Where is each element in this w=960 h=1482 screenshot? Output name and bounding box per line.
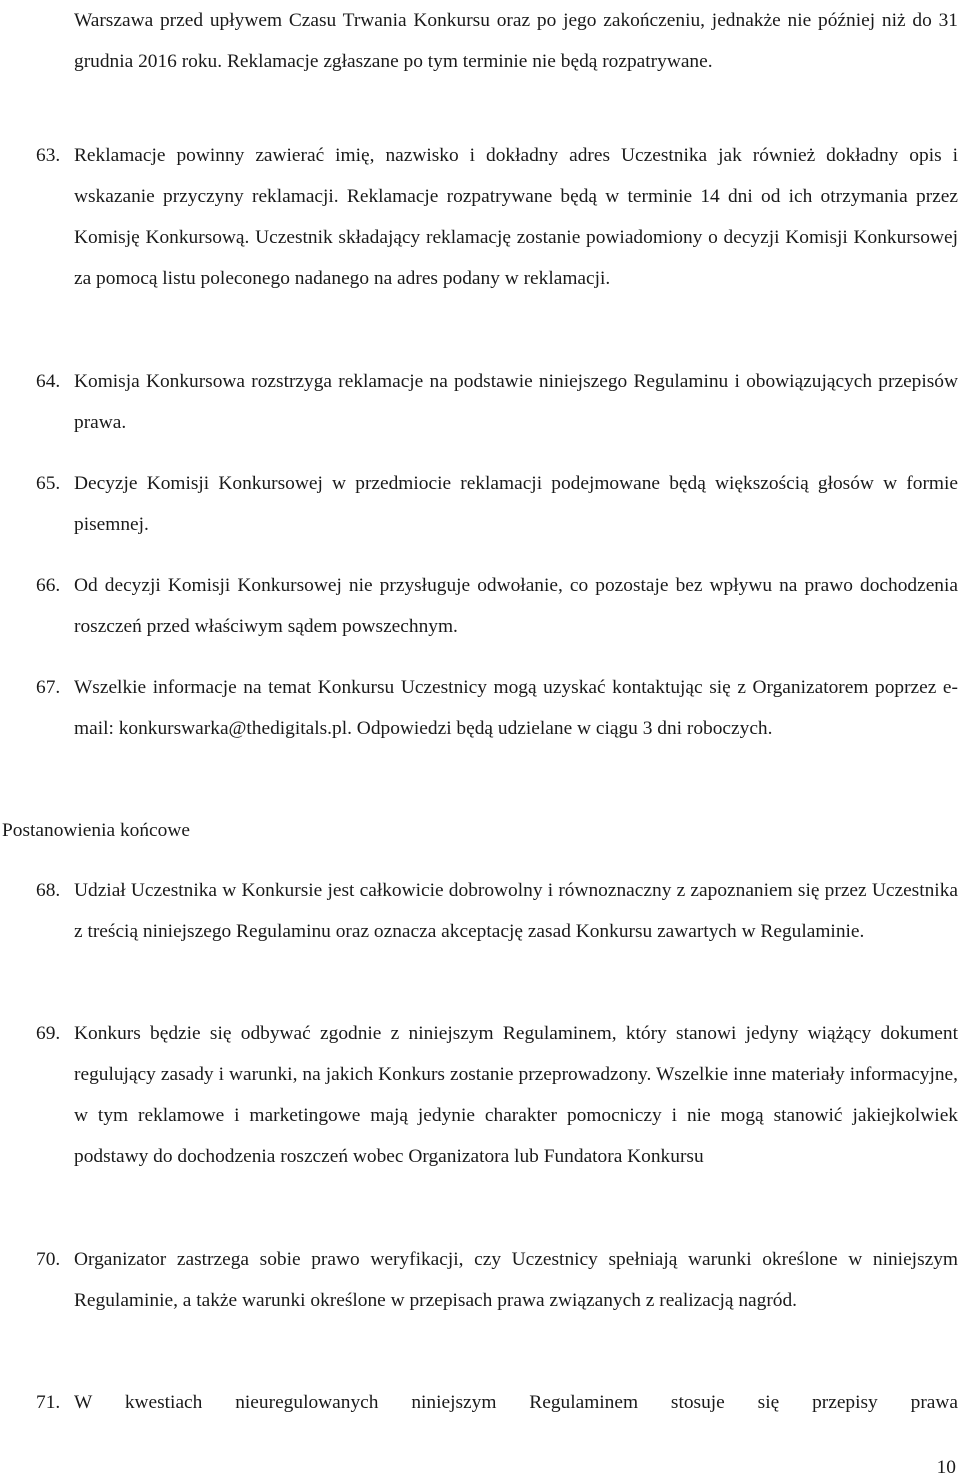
clause-number: 64. bbox=[36, 371, 61, 392]
clause-number: 67. bbox=[36, 677, 61, 698]
section-heading: Postanowienia końcowe bbox=[2, 820, 190, 841]
clause-71 bbox=[36, 1382, 958, 1423]
clause-64 bbox=[36, 361, 958, 443]
clause-67 bbox=[36, 667, 958, 749]
clause-66 bbox=[36, 565, 958, 647]
clause-68 bbox=[36, 870, 958, 952]
clause-text: Organizator zastrzega sobie prawo weryfikacji, czy Uczestnicy spełniają warunki określone w niniejszym Regulaminie, a także warunki określone w przepisach prawa związanych z realizacją nagród. bbox=[74, 1249, 958, 1311]
clause-63 bbox=[36, 135, 958, 299]
clause-number: 68. bbox=[36, 880, 61, 901]
clause-number: 70. bbox=[36, 1249, 61, 1270]
clause-text: Reklamacje powinny zawierać imię, nazwisko i dokładny adres Uczestnika jak również dokładny opis i wskazanie przyczyny reklamacji. Reklamacje rozpatrywane będą w terminie 14 dni od ich otrzymania przez Komisję Konkursową. Uczestnik składający reklamację zostanie powiadomiony o decyzji Komisji Konkursowej za pomocą listu poleconego nadanego na adres podany w reklamacji. bbox=[74, 145, 958, 289]
clause-number: 66. bbox=[36, 575, 61, 596]
clause-text: Od decyzji Komisji Konkursowej nie przysługuje odwołanie, co pozostaje bez wpływu na prawo dochodzenia roszczeń przed właściwym sądem powszechnym. bbox=[74, 575, 958, 637]
intro-paragraph: Warszawa przed upływem Czasu Trwania Konkursu oraz po jego zakończeniu, jednakże nie później niż do 31 grudnia 2016 roku. Reklamacje zgłaszane po tym terminie nie będą rozpatrywane. bbox=[74, 10, 958, 72]
clause-number: 71. bbox=[36, 1392, 61, 1413]
clause-text: W kwestiach nieuregulowanych niniejszym Regulaminem stosuje się przepisy prawa bbox=[74, 1392, 958, 1413]
clause-number: 63. bbox=[36, 145, 61, 166]
clause-65 bbox=[36, 463, 958, 545]
clause-text: Komisja Konkursowa rozstrzyga reklamacje na podstawie niniejszego Regulaminu i obowiązujących przepisów prawa. bbox=[74, 371, 958, 433]
clause-text: Udział Uczestnika w Konkursie jest całkowicie dobrowolny i równoznaczny z zapoznaniem się przez Uczestnika z treścią niniejszego Regulaminu oraz oznacza akceptację zasad Konkursu zawartych w Regulaminie. bbox=[74, 880, 958, 942]
page-number: 10 bbox=[936, 1457, 956, 1478]
clause-number: 69. bbox=[36, 1023, 61, 1044]
clause-text: Wszelkie informacje na temat Konkursu Uczestnicy mogą uzyskać kontaktując się z Organizatorem poprzez e-mail: konkurswarka@thedigitals.pl. Odpowiedzi będą udzielane w ciągu 3 dni roboczych. bbox=[74, 677, 958, 739]
clause-69 bbox=[36, 1013, 958, 1177]
clause-number: 65. bbox=[36, 473, 61, 494]
clause-text: Konkurs będzie się odbywać zgodnie z niniejszym Regulaminem, który stanowi jedyny wiążący dokument regulujący zasady i warunki, na jakich Konkurs zostanie przeprowadzony. Wszelkie inne materiały informacyjne, w tym reklamowe i marketingowe mają jedynie charakter pomocniczy i nie mogą stanowić jakiejkolwiek podstawy do dochodzenia roszczeń wobec Organizatora lub Fundatora Konkursu bbox=[74, 1023, 958, 1167]
clause-text: Decyzje Komisji Konkursowej w przedmiocie reklamacji podejmowane będą większością głosów w formie pisemnej. bbox=[74, 473, 958, 535]
clause-70 bbox=[36, 1239, 958, 1321]
